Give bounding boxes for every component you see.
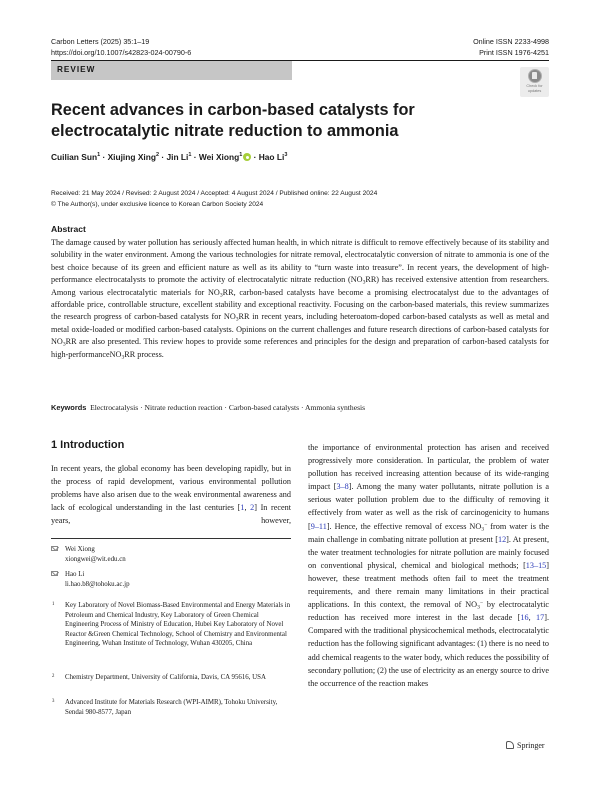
journal-header [51,36,191,58]
affiliation-number: 2 [52,674,55,679]
contact-author [51,570,130,590]
citation-link[interactable]: 17 [536,613,545,623]
affiliation-number: 3 [52,699,55,704]
affiliation-text: Chemistry Department, University of California, Davis, CA 95616, USA [65,674,266,681]
bookmark-icon [528,69,542,83]
author[interactable]: Cuilian Sun$^1$ [51,152,101,162]
contact-name: Hao Li [65,571,85,578]
check-updates-line2: updates [527,88,542,93]
journal-citation: Carbon Letters (2025) 35:1–19 [51,37,150,46]
keywords-text: Electrocatalysis · Nitrate reduction reaction · Carbon-based catalysts · Ammonia synthesis [90,403,366,412]
publisher-logo [506,741,545,750]
affiliation [51,601,291,649]
section-heading-introduction: 1 Introduction [51,439,125,451]
intro-right-column: the importance of environmental protection has arisen and received progressively more consideration. In particular, the problem of water pollution has received increasing attention because of its wide-ranging impact [3–8]. Among the many water pollutants, nitrate pollution is a serious water pollution problem due to the difficulty of removing it effectively from water as well as the risk of carcinogenicity to humans [9–11]. Hence, the effective removal of excess $NO_3^-$ from water is the main challenge in combating nitrate pollution at present [12]. At present, the water treatment technologies for nitrate pollution are mainly focused on conventional physical, chemical and biological methods; [13–15] however, these treatment methods often fail to meet the treatment requirements, and there remain many limitations in their practical applications. In this context, the removal of $NO_3^-$ by electrocatalytic reduction has received more interest in the last decade [16, 17]. Compared with the traditional physicochemical methods, electrocatalytic reduction has the following significant advantages: (1) there is no need to add chemical reagents to the water body, which reduces the possibility of secondary pollution; (2) the use of electricity as an energy source to drive the occurrence of the reaction makes [308,443,550,688]
intro-left-column: In recent years, the global economy has been developing rapidly, but in the process of rapid development, various environmental pollution problems have also arisen due to the weak environmental awareness and lack of ecological understanding in the last centuries [1, 2] In recent years, however, [51,464,291,526]
author[interactable]: Xiujing Xing$^2$ [107,152,160,162]
publication-history [51,189,377,210]
contact-author [51,545,126,565]
abstract-text: The damage caused by water pollution has seriously affected human health, in which nitrate is difficult to remove effectively because of its stability and solubility in the water environment. Among the various technologies for nitrate removal, electrocatalytic conversion of nitrate to ammonia is one of the best choice because of its green and efficient nature as well as its ability to “turn waste into treasure”. In recent years, the development of high-performance electrocatalysts to promote the activity of electrocatalytic nitrate reduction $(NO_3RR)$ has received extensive attention from researchers. Among various electrocatalytic materials for $NO_3RR$, carbon-based catalysts have become a promising electrocatalyst due to the advantages of affordable price, controllable structure, excellent stability and exceptional reactivity. Focusing on the carbon-based materials, this review summarizes the research progress of carbon-based catalysts for $NO_3RR$ in recent years, including heteroatom-doped carbon-based catalysts as well as metal and metal oxide-loaded or modified carbon-based catalysts. Opinions on the current challenges and future research directions of carbon-based catalysts for $NO_3RR$ are also presented. This review hopes to provide some references and principles for the design and preparation of carbon-based catalysts for high-performanceNO$_3$RR process. [51,238,549,361]
footnote-rule [51,538,291,539]
copyright-line: © The Author(s), under exclusive licence to Korean Carbon Society 2024 [51,200,264,208]
citation-link[interactable]: 1 [240,503,245,513]
dates-line: Received: 21 May 2024 / Revised: 2 August 2024 / Accepted: 4 August 2024 / Published online: 22 August 2024 [51,190,378,197]
affiliation [51,673,291,683]
citation-link[interactable]: 12 [497,534,507,544]
article-type-bar [51,61,292,80]
author[interactable]: Jin Li$^1$ [166,152,192,162]
paper-title: Recent advances in carbon-based catalysts for electrocatalytic nitrate reduction to ammonia [51,101,415,140]
citation-link[interactable]: 9–11 [310,521,327,531]
keywords [51,403,365,412]
check-for-updates-button[interactable] [520,67,549,97]
author[interactable]: Wei Xiong$^1$ [198,152,243,162]
citation-link[interactable]: 16 [520,613,529,623]
contact-name: Wei Xiong [65,546,95,553]
check-updates-line1: Check for [526,84,543,88]
citation-link[interactable]: 13–15 [525,560,547,570]
envelope-icon [51,546,58,551]
doi-link[interactable]: https://doi.org/10.1007/s42823-024-00790-6 [51,48,192,57]
author-separator: · [191,152,199,162]
author-separator: · [251,152,259,162]
envelope-icon [51,571,58,576]
publisher-name: Springer [517,741,545,750]
author-separator: · [100,152,108,162]
citation-link[interactable]: 3–8 [336,482,349,492]
affiliation-number: 1 [52,602,55,607]
author-separator: · [159,152,167,162]
abstract-heading: Abstract [51,224,86,234]
affiliation-text: Advanced Institute for Materials Research (WPI-AIMR), Tohoku University, Sendai 980-8577, Japan [65,699,278,716]
contact-email[interactable]: xiongwei@wit.edu.cn [65,556,126,563]
contact-email[interactable]: li.hao.b8@tohoku.ac.jp [65,581,130,588]
affiliation-text: Key Laboratory of Novel Biomass-Based Environmental and Energy Materials in Petroleum and Chemical Industry, Key Laboratory of Green Chemical Engineering Process of Ministry of Education, Hubei Key Laboratory of Novel Reactor &Green Chemical Technology, School of Chemistry and Environmental Engineering, Wuhan Institute of Technology, Wuhan 430205, China [65,602,291,648]
author-list [51,152,287,162]
online-issn: Online ISSN 2233-4998 [473,37,549,46]
citation-link[interactable]: 2 [250,503,255,513]
author[interactable]: Hao Li$^3$ [258,152,288,162]
springer-horse-icon [506,741,514,749]
issn-header [473,36,549,58]
print-issn: Print ISSN 1976-4251 [479,48,549,57]
affiliation [51,698,291,717]
article-type-label: REVIEW [57,65,96,74]
keywords-label: Keywords [51,403,87,412]
